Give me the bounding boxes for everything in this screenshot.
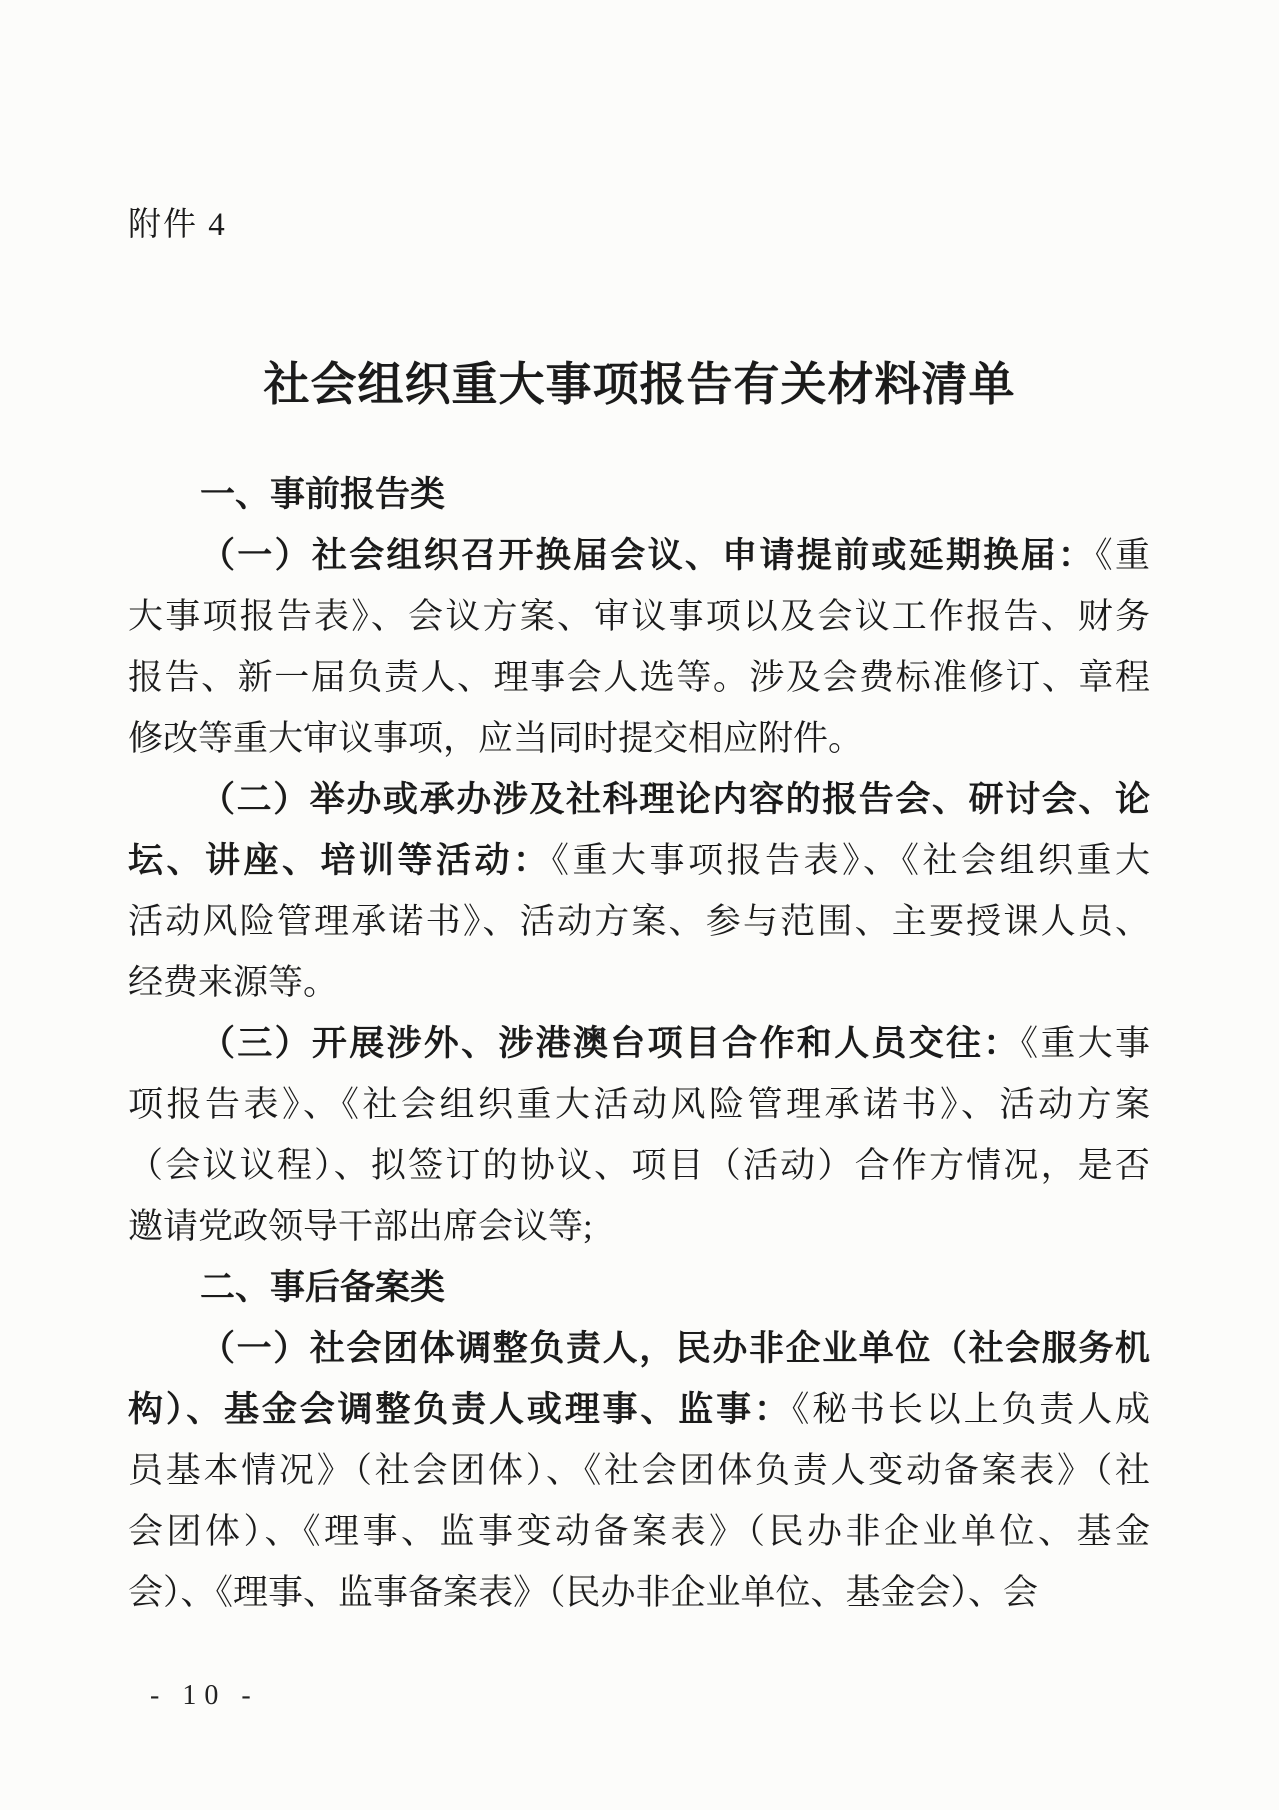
text-line <box>128 1562 1150 1623</box>
text-line <box>128 1501 1150 1562</box>
text-segment: 《重大事项报告表》、《社会组织重大 <box>551 841 1150 880</box>
text-line <box>128 1135 1150 1196</box>
bold-text-segment: 坛、讲座、培训等活动： <box>128 841 552 880</box>
bold-text-segment: （二）举办或承办涉及社科理论内容的报告会、研讨会、论 <box>200 780 1150 819</box>
text-line <box>128 891 1150 952</box>
text-line <box>128 1196 1150 1257</box>
bold-text-segment: 构）、基金会调整负责人或理事、监事： <box>128 1390 792 1429</box>
text-line <box>128 952 1150 1013</box>
text-line <box>128 1379 1150 1440</box>
bold-text-segment: 二、事后备案类 <box>200 1268 446 1307</box>
text-line <box>128 830 1150 891</box>
document-body <box>128 464 1150 1623</box>
text-segment: 员基本情况》（社会团体）、《社会团体负责人变动备案表》（社 <box>128 1451 1150 1490</box>
text-segment: 会团体）、《理事、监事变动备案表》（民办非企业单位、基金 <box>128 1512 1150 1551</box>
text-line <box>128 769 1150 830</box>
text-segment: 项报告表》、《社会组织重大活动风险管理承诺书》、活动方案 <box>128 1085 1150 1124</box>
text-segment: 大事项报告表》、会议方案、审议事项以及会议工作报告、财务 <box>128 597 1150 636</box>
text-line <box>128 1440 1150 1501</box>
text-line <box>128 464 1150 525</box>
text-segment: 《重大事 <box>1020 1024 1150 1063</box>
bold-text-segment: （三）开展涉外、涉港澳台项目合作和人员交往： <box>200 1024 1021 1063</box>
text-segment: 《重 <box>1095 536 1150 575</box>
text-segment: 活动风险管理承诺书》、活动方案、参与范围、主要授课人员、 <box>128 902 1150 941</box>
attachment-label: 附件 4 <box>128 207 227 243</box>
page-number: - 10 - <box>150 1680 259 1711</box>
text-segment: 会）、《理事、监事备案表》（民办非企业单位、基金会）、会 <box>128 1573 1039 1612</box>
text-segment: 《秘书长以上负责人成 <box>791 1390 1150 1429</box>
text-line <box>128 1013 1150 1074</box>
text-segment: 报告、新一届负责人、理事会人选等。涉及会费标准修订、章程 <box>128 658 1150 697</box>
bold-text-segment: （一）社会组织召开换届会议、申请提前或延期换届： <box>200 536 1096 575</box>
text-line <box>128 1318 1150 1379</box>
text-line <box>128 1257 1150 1318</box>
page-title: 社会组织重大事项报告有关材料清单 <box>263 359 1016 410</box>
text-line <box>128 708 1150 769</box>
text-segment: 经费来源等。 <box>128 963 339 1002</box>
text-line <box>128 525 1150 586</box>
text-line <box>128 1074 1150 1135</box>
bold-text-segment: 一、事前报告类 <box>200 475 446 514</box>
text-segment: 邀请党政领导干部出席会议等; <box>128 1207 593 1246</box>
text-line <box>128 586 1150 647</box>
text-line <box>128 647 1150 708</box>
text-segment: （会议议程）、拟签订的协议、项目（活动）合作方情况，是否 <box>128 1146 1150 1185</box>
text-segment: 修改等重大审议事项，应当同时提交相应附件。 <box>128 719 864 758</box>
bold-text-segment: （一）社会团体调整负责人，民办非企业单位（社会服务机 <box>200 1329 1150 1368</box>
